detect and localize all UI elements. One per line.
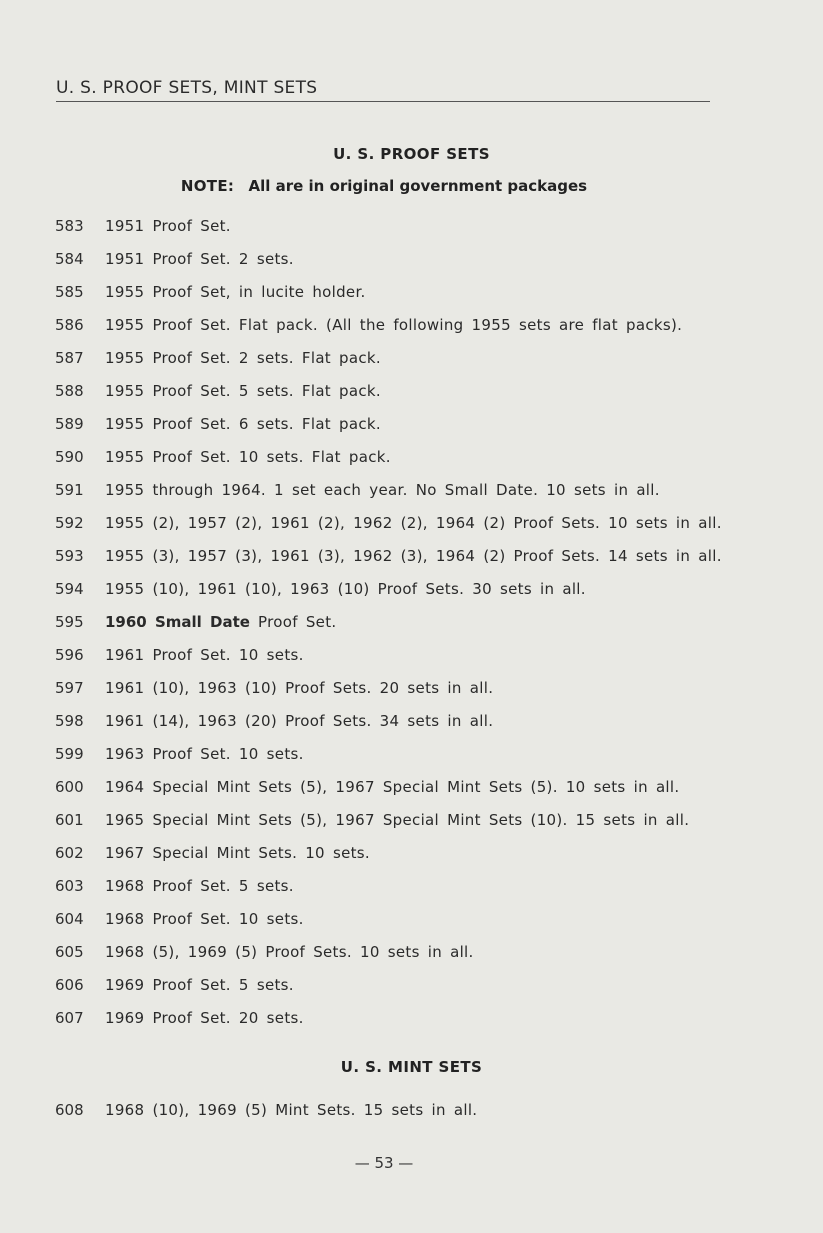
lot-number: 588 — [55, 382, 84, 400]
lot-number: 587 — [55, 349, 84, 367]
lot-text: 1955 Proof Set. 2 sets. Flat pack. — [105, 349, 381, 367]
lot-entry — [0, 380, 823, 402]
lot-text: Proof Set. — [249, 613, 337, 631]
lot-entry — [0, 1007, 823, 1029]
lot-number: 592 — [55, 514, 84, 532]
lot-description — [105, 776, 679, 798]
lot-entry — [0, 941, 823, 963]
lot-description — [105, 611, 336, 633]
lot-number: 591 — [55, 481, 84, 499]
lot-text: 1955 Proof Set. 10 sets. Flat pack. — [105, 448, 391, 466]
proof-sets-title: U. S. PROOF SETS — [333, 145, 490, 163]
lot-entry — [0, 545, 823, 567]
lot-description — [105, 479, 660, 501]
lot-number: 595 — [55, 613, 84, 631]
lot-number: 594 — [55, 580, 84, 598]
lot-description — [105, 380, 381, 402]
lot-number: 599 — [55, 745, 84, 763]
lot-entry — [0, 710, 823, 732]
lot-entry — [0, 842, 823, 864]
lot-description — [105, 281, 366, 303]
lot-description — [105, 842, 370, 864]
lot-entry — [0, 1099, 823, 1121]
lot-description — [105, 545, 722, 567]
lot-description — [105, 644, 304, 666]
lot-entry — [0, 446, 823, 468]
lot-description — [105, 512, 722, 534]
lot-highlight: 1960 Small Date — [105, 613, 250, 631]
lot-description — [105, 677, 493, 699]
lot-text: 1951 Proof Set. — [105, 217, 231, 235]
lot-number: 584 — [55, 250, 84, 268]
mint-sets-title: U. S. MINT SETS — [340, 1058, 483, 1076]
header-rule — [56, 101, 710, 102]
lot-description — [105, 1007, 304, 1029]
lot-text: 1955 (2), 1957 (2), 1961 (2), 1962 (2), 1964 (2) Proof Sets. 10 sets in all. — [105, 514, 722, 532]
lot-entry — [0, 677, 823, 699]
lot-entry — [0, 479, 823, 501]
lot-entry — [0, 776, 823, 798]
lot-text: 1963 Proof Set. 10 sets. — [105, 745, 304, 763]
note-label: NOTE: — [180, 177, 235, 195]
lot-number: 606 — [55, 976, 84, 994]
lot-text: 1969 Proof Set. 5 sets. — [105, 976, 294, 994]
lot-description — [105, 974, 294, 996]
lot-entry — [0, 281, 823, 303]
lot-entry — [0, 314, 823, 336]
note-line — [0, 177, 768, 195]
lot-entry — [0, 875, 823, 897]
lot-number: 604 — [55, 910, 84, 928]
lot-text: 1961 (10), 1963 (10) Proof Sets. 20 sets in all. — [105, 679, 494, 697]
note-text: All are in original government packages — [248, 177, 588, 195]
lot-entry — [0, 809, 823, 831]
lot-text: 1969 Proof Set. 20 sets. — [105, 1009, 304, 1027]
lot-description — [105, 347, 381, 369]
lot-description — [105, 809, 689, 831]
lot-text: 1961 Proof Set. 10 sets. — [105, 646, 304, 664]
lot-entry — [0, 908, 823, 930]
lot-description — [105, 743, 304, 765]
lot-entry — [0, 974, 823, 996]
lot-number: 601 — [55, 811, 84, 829]
lot-description — [105, 215, 231, 237]
lot-description — [105, 941, 474, 963]
lot-number: 590 — [55, 448, 84, 466]
lot-number: 597 — [55, 679, 84, 697]
lot-entry — [0, 644, 823, 666]
lot-number: 598 — [55, 712, 84, 730]
lot-description — [105, 314, 682, 336]
lot-number: 605 — [55, 943, 84, 961]
lot-text: 1965 Special Mint Sets (5), 1967 Special Mint Sets (10). 15 sets in all. — [105, 811, 690, 829]
lot-number: 603 — [55, 877, 84, 895]
lot-description — [105, 875, 294, 897]
lot-text: 1967 Special Mint Sets. 10 sets. — [105, 844, 370, 862]
lot-number: 583 — [55, 217, 84, 235]
lot-text: 1955 Proof Set, in lucite holder. — [105, 283, 366, 301]
lot-entry — [0, 578, 823, 600]
lot-entry — [0, 611, 823, 633]
lot-number: 607 — [55, 1009, 84, 1027]
lot-entry — [0, 413, 823, 435]
lot-text: 1961 (14), 1963 (20) Proof Sets. 34 sets in all. — [105, 712, 494, 730]
lot-text: 1968 (5), 1969 (5) Proof Sets. 10 sets in all. — [105, 943, 474, 961]
lot-text: 1955 Proof Set. 5 sets. Flat pack. — [105, 382, 381, 400]
lot-text: 1964 Special Mint Sets (5), 1967 Special Mint Sets (5). 10 sets in all. — [105, 778, 680, 796]
lot-text: 1955 through 1964. 1 set each year. No Small Date. 10 sets in all. — [105, 481, 660, 499]
lot-entry — [0, 743, 823, 765]
lot-number: 593 — [55, 547, 84, 565]
lot-entry — [0, 512, 823, 534]
lot-number: 596 — [55, 646, 84, 664]
lot-number: 586 — [55, 316, 84, 334]
lot-description — [105, 908, 304, 930]
lot-entry — [0, 347, 823, 369]
lot-entry — [0, 215, 823, 237]
lot-number: 602 — [55, 844, 84, 862]
lot-description — [105, 248, 294, 270]
lot-text: 1951 Proof Set. 2 sets. — [105, 250, 294, 268]
lot-description — [105, 710, 493, 732]
lot-text: 1955 (3), 1957 (3), 1961 (3), 1962 (3), 1964 (2) Proof Sets. 14 sets in all. — [105, 547, 722, 565]
lot-text: 1955 Proof Set. Flat pack. (All the following 1955 sets are flat packs). — [105, 316, 683, 334]
lot-text: 1955 Proof Set. 6 sets. Flat pack. — [105, 415, 381, 433]
lot-number: 608 — [55, 1101, 84, 1119]
lot-description — [105, 413, 381, 435]
lot-description — [105, 578, 586, 600]
lot-number: 600 — [55, 778, 84, 796]
lot-entry — [0, 248, 823, 270]
lot-text: 1968 Proof Set. 5 sets. — [105, 877, 294, 895]
page-number: — 53 — — [354, 1154, 414, 1172]
running-head: U. S. PROOF SETS, MINT SETS — [56, 78, 318, 98]
lot-text: 1968 (10), 1969 (5) Mint Sets. 15 sets in all. — [105, 1101, 478, 1119]
lot-text: 1955 (10), 1961 (10), 1963 (10) Proof Sets. 30 sets in all. — [105, 580, 586, 598]
lot-description — [105, 1099, 477, 1121]
lot-text: 1968 Proof Set. 10 sets. — [105, 910, 304, 928]
lot-number: 585 — [55, 283, 84, 301]
lot-description — [105, 446, 391, 468]
lot-number: 589 — [55, 415, 84, 433]
